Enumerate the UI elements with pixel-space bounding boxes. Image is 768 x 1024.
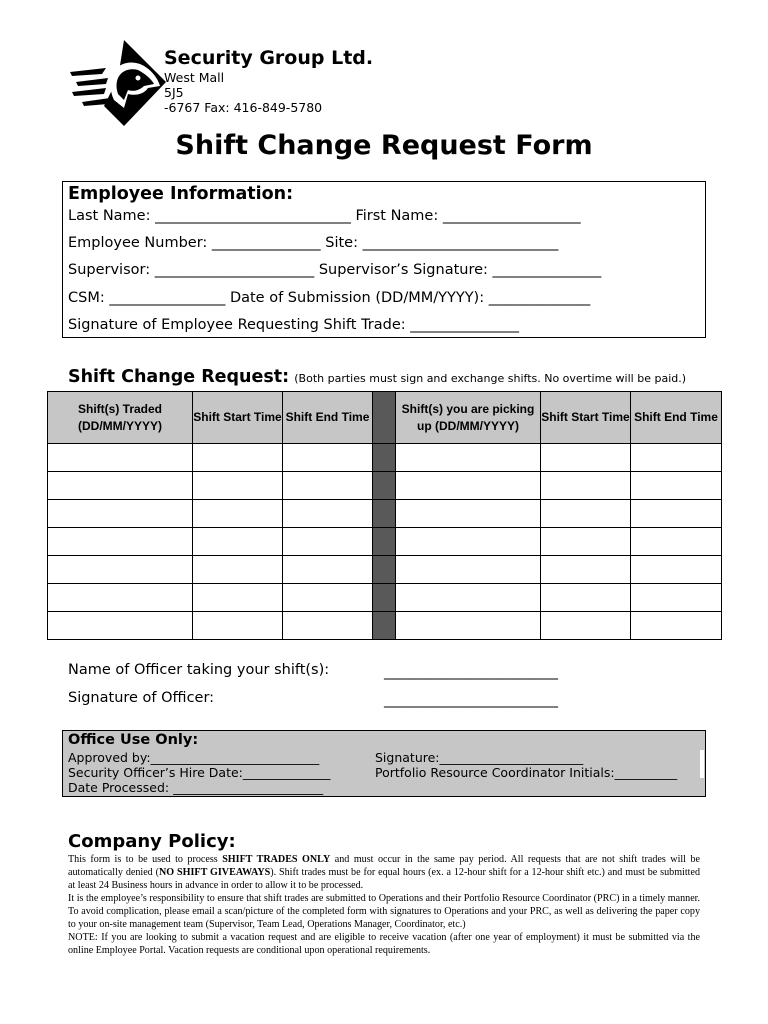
table-header-row [48, 392, 722, 444]
employee-info-heading: Employee Information: [68, 184, 294, 204]
table-cell[interactable] [541, 472, 631, 500]
table-cell[interactable] [541, 584, 631, 612]
policy-emphasis: SHIFT TRADES ONLY [222, 854, 331, 865]
table-cell[interactable] [396, 472, 541, 500]
table-cell[interactable] [283, 444, 373, 472]
header-left-end-time: Shift End Time [283, 392, 373, 444]
table-cell[interactable] [631, 472, 722, 500]
header-shifts-picking-up: Shift(s) you are picking up (DD/MM/YYYY) [396, 392, 541, 444]
table-row [48, 612, 722, 640]
company-logo-icon [66, 38, 166, 128]
table-cell[interactable] [396, 556, 541, 584]
table-cell[interactable] [48, 472, 193, 500]
employee-info-box [62, 181, 706, 338]
table-cell[interactable] [193, 612, 283, 640]
column-separator [373, 392, 396, 444]
form-title: Shift Change Request Form [175, 130, 593, 161]
policy-text-span: and must occur in the same pay period. All requests that are not shift trades will be automatically denied ( [68, 854, 701, 878]
company-address-line1: West Mall [164, 70, 225, 85]
table-row [48, 556, 722, 584]
policy-text [68, 853, 700, 957]
supervisor-line[interactable]: Supervisor: ______________________ Supervisor’s Signature: _______________ [68, 262, 602, 278]
table-cell[interactable] [283, 500, 373, 528]
office-signature-field[interactable]: Signature:_______________________ [375, 750, 584, 765]
table-cell[interactable] [193, 444, 283, 472]
table-cell[interactable] [193, 556, 283, 584]
table-cell[interactable] [541, 528, 631, 556]
table-cell[interactable] [193, 500, 283, 528]
table-cell[interactable] [48, 584, 193, 612]
last-first-name-line[interactable]: Last Name: ___________________________ First Name: ___________________ [68, 208, 581, 224]
policy-paragraph-2: It is the employee’s responsibility to ensure that shift trades are submitted to Operations and their Portfolio Resource Coordinator (PRC) in a timely manner. To avoid complication, please email a scan/picture of the completed form with signatures to Operations and your PRC, as well as delivering the paper copy to your on-site management team (Supervisor, Team Lead, Operations Manager, Coordinator, etc.) [68, 893, 700, 930]
table-cell[interactable] [283, 556, 373, 584]
shift-request-heading: Shift Change Request: [68, 367, 290, 387]
table-cell[interactable] [48, 528, 193, 556]
table-cell[interactable] [631, 528, 722, 556]
table-cell[interactable] [48, 556, 193, 584]
table-cell[interactable] [631, 444, 722, 472]
hire-date-field[interactable]: Security Officer’s Hire Date:______________ [68, 765, 331, 780]
column-separator [373, 528, 396, 556]
table-row [48, 444, 722, 472]
column-separator [373, 584, 396, 612]
office-use-heading: Office Use Only: [68, 732, 199, 748]
company-name: Security Group Ltd. [164, 47, 374, 69]
company-block [164, 46, 373, 115]
table-cell[interactable] [396, 528, 541, 556]
table-cell[interactable] [396, 500, 541, 528]
employee-number-site-line[interactable]: Employee Number: _______________ Site: ___________________________ [68, 235, 559, 251]
table-cell[interactable] [283, 472, 373, 500]
table-row [48, 528, 722, 556]
officer-signature-field[interactable]: ________________________ [384, 692, 558, 708]
table-cell[interactable] [541, 612, 631, 640]
table-cell[interactable] [283, 584, 373, 612]
prc-initials-field[interactable]: Portfolio Resource Coordinator Initials:__________ [375, 765, 678, 780]
header-shifts-traded: Shift(s) Traded (DD/MM/YYYY) [48, 392, 193, 444]
policy-paragraph-3: NOTE: If you are looking to submit a vacation request and are eligible to receive vacation (after one year of employment) it must be submitted via the online Employee Portal. Vacation requests are conditional upon operational requirements. [68, 932, 700, 956]
table-cell[interactable] [631, 584, 722, 612]
officer-signature-label: Signature of Officer: [68, 690, 215, 706]
policy-text-span: This form is to be used to process [68, 854, 223, 865]
policy-emphasis: NO SHIFT GIVEAWAYS [158, 867, 271, 878]
company-phone-fax: -6767 Fax: 416-849-5780 [164, 100, 323, 115]
company-address-line2: 5J5 [164, 85, 184, 100]
table-cell[interactable] [541, 500, 631, 528]
table-cell[interactable] [631, 556, 722, 584]
employee-signature-line[interactable]: Signature of Employee Requesting Shift Trade: _______________ [68, 317, 520, 333]
header-right-start-time: Shift Start Time [541, 392, 631, 444]
table-cell[interactable] [48, 500, 193, 528]
table-row [48, 472, 722, 500]
office-use-box [62, 730, 706, 797]
table-cell[interactable] [631, 500, 722, 528]
table-cell[interactable] [48, 444, 193, 472]
column-separator [373, 612, 396, 640]
header-right-end-time: Shift End Time [631, 392, 722, 444]
column-separator [373, 472, 396, 500]
csm-date-line[interactable]: CSM: ________________ Date of Submission (DD/MM/YYYY): ______________ [68, 290, 591, 306]
office-box-gap [700, 750, 704, 778]
table-cell[interactable] [283, 528, 373, 556]
table-cell[interactable] [396, 584, 541, 612]
officer-name-label: Name of Officer taking your shift(s): [68, 662, 330, 678]
policy-text-span: ). Shift trades must be for equal hours (ex. a 12-hour shift for a 12-hour shift etc.) and must be submitted at least 24 Business hours in advance in order to allow it to be processed. [68, 867, 700, 891]
table-row [48, 500, 722, 528]
officer-name-field[interactable]: ________________________ [384, 664, 558, 680]
table-cell[interactable] [48, 612, 193, 640]
shift-request-heading-row [68, 367, 686, 387]
date-processed-field[interactable]: Date Processed: ________________________ [68, 780, 324, 795]
table-cell[interactable] [541, 444, 631, 472]
shift-request-note: (Both parties must sign and exchange shifts. No overtime will be paid.) [294, 372, 687, 385]
table-cell[interactable] [396, 612, 541, 640]
table-cell[interactable] [193, 472, 283, 500]
policy-heading: Company Policy: [68, 831, 236, 852]
shift-trade-table [47, 391, 722, 640]
table-row [48, 584, 722, 612]
table-cell[interactable] [631, 612, 722, 640]
column-separator [373, 444, 396, 472]
policy-paragraph-1 [68, 853, 700, 892]
table-cell[interactable] [541, 556, 631, 584]
table-cell[interactable] [193, 528, 283, 556]
column-separator [373, 556, 396, 584]
table-cell[interactable] [396, 444, 541, 472]
table-cell[interactable] [193, 584, 283, 612]
header-left-start-time: Shift Start Time [193, 392, 283, 444]
approved-by-field[interactable]: Approved by:___________________________ [68, 750, 320, 765]
table-cell[interactable] [283, 612, 373, 640]
column-separator [373, 500, 396, 528]
